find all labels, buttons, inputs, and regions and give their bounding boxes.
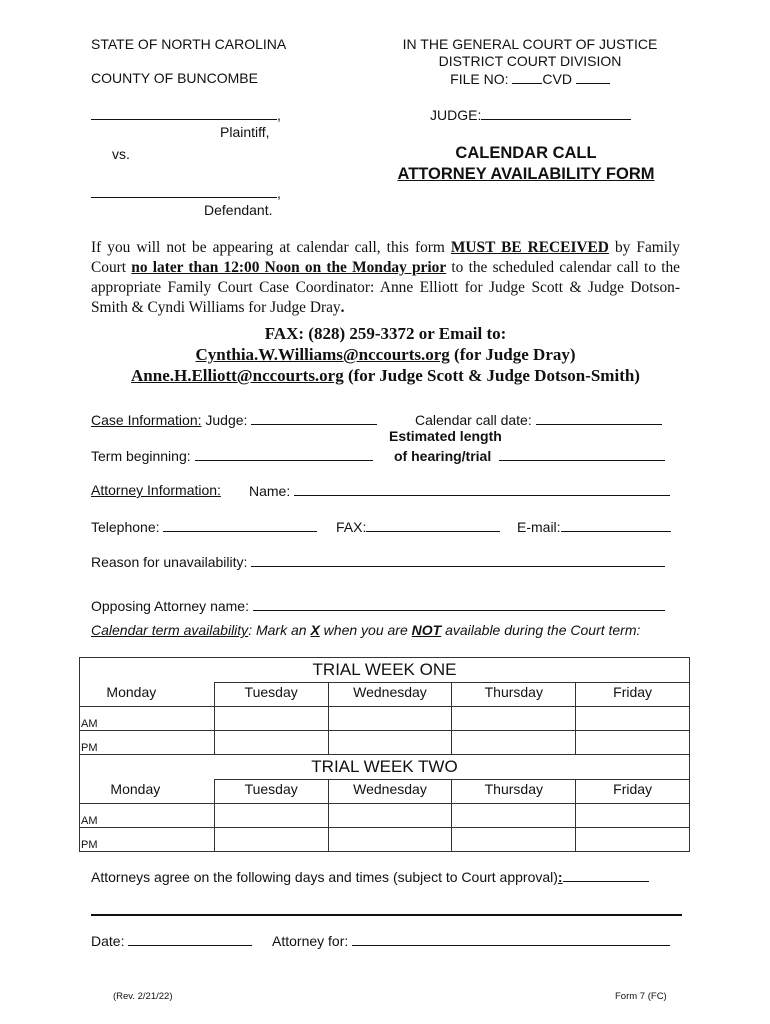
estimated-length-field — [394, 447, 665, 464]
week1-am-tuesday[interactable] — [214, 707, 328, 731]
vs-label: vs. — [112, 146, 130, 162]
week1-pm-wednesday[interactable] — [328, 731, 452, 755]
week1-am-wednesday[interactable] — [328, 707, 452, 731]
week2-pm-friday[interactable] — [576, 828, 690, 852]
opposing-attorney-input[interactable] — [253, 597, 665, 611]
week1-day-wednesday: Wednesday — [328, 683, 452, 707]
court-line-2: DISTRICT COURT DIVISION — [438, 53, 622, 69]
instructions-paragraph: If you will not be appearing at calendar call, this form MUST BE RECEIVED by Family Court no later than 12:00 Noon on the Monday prior to the scheduled calendar call to the appropriate Family Court Case Coordinator: Anne Elliott for Judge Scott & Judge Dotson-Smith & Cyndi Williams for Judge Dray. — [91, 239, 681, 316]
defendant-field: , — [91, 184, 281, 201]
case-info-judge: Case Information: Judge: — [91, 411, 377, 428]
calendar-call-date-input[interactable] — [536, 411, 662, 425]
fax-input[interactable] — [366, 518, 500, 532]
email-line-1: Cynthia.W.Williams@nccourts.org (for Judge Dray) — [195, 345, 576, 364]
fax-line: FAX: (828) 259-3372 or Email to: — [264, 324, 507, 343]
week1-pm-thursday[interactable] — [452, 731, 576, 755]
file-no-blank-1[interactable] — [512, 70, 542, 84]
case-judge-input[interactable] — [251, 411, 377, 425]
week-one-header: TRIAL WEEK ONE — [80, 658, 690, 683]
attorney-name-input[interactable] — [294, 482, 670, 496]
telephone-input[interactable] — [163, 518, 317, 532]
week2-am-friday[interactable] — [576, 804, 690, 828]
week2-day-monday: Monday — [100, 780, 214, 804]
opposing-attorney-field: Opposing Attorney name: — [91, 597, 665, 614]
date-input[interactable] — [128, 932, 252, 946]
attorney-info-row — [91, 482, 221, 498]
agreement-field: Attorneys agree on the following days and times (subject to Court approval): — [91, 868, 649, 885]
week2-pm-tuesday[interactable] — [214, 828, 328, 852]
week2-pm-monday[interactable]: PM — [80, 828, 215, 852]
email-dray-link[interactable]: Cynthia.W.Williams@nccourts.org — [195, 345, 450, 364]
week2-day-wednesday: Wednesday — [328, 780, 452, 804]
week-two-header: TRIAL WEEK TWO — [80, 755, 690, 780]
week2-day-tuesday: Tuesday — [214, 780, 328, 804]
email-input[interactable] — [561, 518, 671, 532]
week1-pm-friday[interactable] — [576, 731, 690, 755]
file-number: FILE NO: CVD — [380, 70, 680, 88]
term-beginning-input[interactable] — [195, 447, 373, 461]
form-number: Form 7 (FC) — [615, 991, 667, 1002]
week2-pm-thursday[interactable] — [452, 828, 576, 852]
estimated-length-label-2: of hearing/trial — [394, 448, 492, 464]
case-info-label: Case Information: — [91, 412, 202, 428]
email-line-2: Anne.H.Elliott@nccourts.org (for Judge Scott & Judge Dotson-Smith) — [131, 366, 640, 385]
week2-am-thursday[interactable] — [452, 804, 576, 828]
attorney-name-field: Name: — [249, 482, 670, 499]
court-line-1: IN THE GENERAL COURT OF JUSTICE — [402, 36, 658, 52]
telephone-field: Telephone: — [91, 518, 317, 535]
attorney-for-input[interactable] — [352, 932, 670, 946]
plaintiff-blank[interactable] — [91, 106, 277, 120]
week1-day-thursday: Thursday — [452, 683, 576, 707]
week2-day-thursday: Thursday — [452, 780, 576, 804]
date-field: Date: — [91, 932, 252, 949]
title-line-2: ATTORNEY AVAILABILITY FORM — [397, 165, 655, 183]
week1-pm-monday[interactable]: PM — [80, 731, 215, 755]
week2-am-tuesday[interactable] — [214, 804, 328, 828]
defendant-blank[interactable] — [91, 184, 277, 198]
fax-field: FAX: — [336, 518, 500, 535]
must-be-received: MUST BE RECEIVED — [450, 239, 609, 256]
agreement-line[interactable] — [91, 914, 682, 916]
judge-header-field: JUDGE: — [430, 106, 631, 123]
court-header — [380, 36, 680, 88]
form-title — [376, 143, 676, 185]
file-no-blank-2[interactable] — [576, 70, 610, 84]
week2-day-friday: Friday — [576, 780, 690, 804]
week1-am-monday[interactable]: AM — [80, 707, 215, 731]
week1-day-friday: Friday — [576, 683, 690, 707]
availability-instruction: Calendar term availability: Mark an X when you are NOT available during the Court term: — [91, 622, 641, 638]
week2-pm-wednesday[interactable] — [328, 828, 452, 852]
plaintiff-field: , — [91, 106, 281, 123]
email-scott-link[interactable]: Anne.H.Elliott@nccourts.org — [131, 366, 344, 385]
fax-email-block — [91, 323, 680, 386]
calendar-call-date-field: Calendar call date: — [415, 411, 662, 428]
agreement-input[interactable] — [563, 868, 649, 882]
state-label: STATE OF NORTH CAROLINA — [91, 36, 287, 52]
attorney-for-field: Attorney for: — [272, 932, 670, 949]
trial-week-two-table — [79, 755, 690, 852]
county-label: COUNTY OF BUNCOMBE — [91, 70, 258, 86]
email-field: E-mail: — [517, 518, 671, 535]
estimated-length-input[interactable] — [499, 447, 665, 461]
revision-label: (Rev. 2/21/22) — [113, 991, 173, 1002]
week1-pm-tuesday[interactable] — [214, 731, 328, 755]
defendant-label: Defendant. — [204, 202, 273, 218]
week2-am-wednesday[interactable] — [328, 804, 452, 828]
week1-am-thursday[interactable] — [452, 707, 576, 731]
reason-field: Reason for unavailability: — [91, 553, 665, 570]
week1-day-tuesday: Tuesday — [214, 683, 328, 707]
term-beginning-field: Term beginning: — [91, 447, 373, 464]
title-line-1: CALENDAR CALL — [455, 144, 597, 162]
week2-am-monday[interactable]: AM — [80, 804, 215, 828]
trial-week-one-table — [79, 657, 690, 755]
availability-label: Calendar term availability — [91, 622, 249, 638]
deadline-text: no later than 12:00 Noon on the Monday prior — [131, 259, 447, 276]
reason-input[interactable] — [251, 553, 665, 567]
plaintiff-label: Plaintiff, — [220, 124, 270, 140]
judge-header-blank[interactable] — [481, 106, 631, 120]
attorney-info-label: Attorney Information: — [91, 482, 221, 498]
estimated-length-label-1: Estimated length — [389, 428, 502, 444]
week1-day-monday: Monday — [100, 683, 214, 707]
week1-am-friday[interactable] — [576, 707, 690, 731]
